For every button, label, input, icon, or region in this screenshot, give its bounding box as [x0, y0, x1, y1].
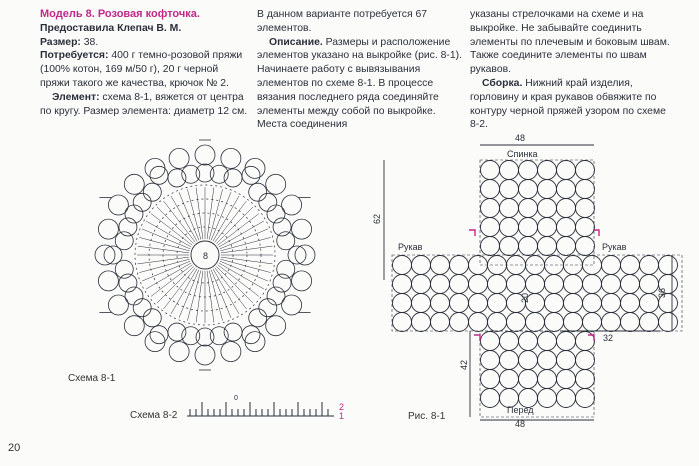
back-motif: [538, 180, 557, 199]
pattern-figure-8-1: [370, 130, 690, 430]
dim-sleeve-height: 36: [657, 287, 667, 298]
sleeve-body-motif: [526, 313, 545, 332]
scheme-8-2-caption: Схема 8-2: [130, 410, 178, 421]
motif-petal: [143, 309, 161, 327]
motif-stitch: [171, 269, 197, 314]
sleeve-body-motif: [583, 275, 602, 294]
motif-outer-petal: [195, 145, 215, 165]
motif-outer-petal: [221, 342, 241, 362]
motif-stitch: [196, 271, 203, 323]
scheme-8-2-row-1: 1: [339, 411, 345, 421]
sleeve-body-motif: [431, 256, 450, 275]
motif-petal: [249, 309, 267, 327]
sleeve-body-motif: [659, 256, 678, 275]
sleeve-body-motif: [526, 275, 545, 294]
back-motif: [557, 218, 576, 237]
front-motif: [538, 370, 557, 389]
motif-petal: [196, 164, 214, 182]
motif-stitch: [209, 270, 222, 320]
motif-stitch: [157, 266, 194, 303]
back-motif: [557, 199, 576, 218]
dim-sleeve-width: 32: [603, 333, 614, 343]
motif-stitch: [211, 270, 231, 318]
motif-stitch: [151, 265, 192, 297]
motif-stitch: [220, 229, 268, 249]
motif-stitch: [139, 237, 189, 250]
label-back: Спинка: [507, 149, 538, 159]
front-motif: [557, 389, 576, 408]
motif-stitch: [215, 268, 247, 309]
sleeve-body-motif: [431, 313, 450, 332]
motif-stitch: [157, 207, 194, 244]
sleeve-body-motif: [412, 294, 431, 313]
sleeve-body-motif: [431, 275, 450, 294]
back-motif: [500, 199, 519, 218]
motif-outer-petal: [221, 148, 241, 168]
intro-paragraph: В данном варианте потребуется 67 элементов.: [257, 9, 428, 34]
motif-outer-petal: [98, 219, 118, 239]
motif-petal: [259, 193, 277, 211]
motif-outer-petal: [195, 345, 215, 365]
sleeve-body-motif: [450, 256, 469, 275]
front-motif: [500, 351, 519, 370]
motif-outer-petal: [169, 148, 189, 168]
dim-back-height: 62: [372, 213, 382, 224]
sleeve-body-motif: [431, 294, 450, 313]
sleeve-body-motif: [412, 275, 431, 294]
front-motif: [481, 332, 500, 351]
motif-outer-petal: [282, 195, 302, 215]
front-motif: [557, 351, 576, 370]
sleeve-body-motif: [545, 294, 564, 313]
front-motif: [576, 351, 595, 370]
sleeve-body-motif: [469, 256, 488, 275]
motif-stitch: [211, 192, 231, 240]
sleeve-body-motif: [488, 294, 507, 313]
back-motif: [576, 161, 595, 180]
motif-petal: [224, 169, 242, 187]
back-motif: [538, 161, 557, 180]
author-line: Предоставила Клепач В. М.: [40, 22, 182, 34]
motif-stitch: [215, 201, 247, 242]
motif-outer-petal: [295, 245, 315, 265]
back-motif: [576, 218, 595, 237]
sleeve-body-motif: [564, 275, 583, 294]
back-motif: [557, 161, 576, 180]
sleeve-body-motif: [602, 313, 621, 332]
front-motif: [519, 370, 538, 389]
sleeve-body-motif: [621, 275, 640, 294]
label-sleeve-left: Рукав: [398, 242, 423, 252]
back-motif: [500, 180, 519, 199]
motif-center-label: 8: [203, 251, 209, 261]
front-motif: [500, 370, 519, 389]
sleeve-body-motif: [507, 275, 526, 294]
motif-petal: [210, 327, 228, 345]
back-motif: [557, 180, 576, 199]
assembly-paragraph: Сборка. Нижний край изделия, горловину и края рукавов обвяжите по контуру черной пряжей узором по схеме 8-2.: [470, 77, 666, 131]
dim-front-height: 42: [459, 359, 469, 370]
motif-stitch: [218, 214, 259, 246]
sleeve-body-motif: [621, 313, 640, 332]
motif-stitch: [151, 214, 192, 246]
motif-outer-petal: [169, 342, 189, 362]
motif-outer-petal: [145, 158, 165, 178]
motif-stitch: [164, 201, 196, 242]
dim-top: 48: [515, 133, 526, 143]
element-paragraph: Элемент: схема 8-1, вяжется от центра по кругу. Размер элемента: диаметр 12 см.: [40, 91, 248, 117]
sleeve-body-motif: [488, 275, 507, 294]
motif-petal: [182, 165, 200, 183]
size-line: Размер: 38.: [40, 36, 99, 48]
sleeve-body-motif: [602, 294, 621, 313]
back-motif: [519, 180, 538, 199]
sleeve-body-motif: [583, 313, 602, 332]
back-motif: [519, 237, 538, 256]
sleeve-body-motif: [450, 275, 469, 294]
front-motif: [557, 370, 576, 389]
motif-petal: [143, 183, 161, 201]
front-motif: [500, 332, 519, 351]
motif-outer-petal: [292, 219, 312, 239]
motif-outer-petal: [245, 332, 265, 352]
motif-stitch: [196, 188, 203, 240]
sleeve-body-motif: [621, 294, 640, 313]
motif-petal: [210, 165, 228, 183]
sleeve-body-motif: [488, 313, 507, 332]
motif-outer-petal: [98, 271, 118, 291]
motif-petal: [133, 299, 151, 317]
motif-outer-petal: [266, 174, 286, 194]
sleeve-body-motif: [640, 294, 659, 313]
motif-outer-petal: [292, 271, 312, 291]
back-motif: [481, 180, 500, 199]
scheme-8-2-zero: 0: [234, 395, 238, 402]
motif-outer-petal: [124, 316, 144, 336]
motif-stitch: [216, 266, 253, 303]
motif-stitch: [220, 237, 270, 250]
back-motif: [481, 218, 500, 237]
sleeve-body-motif: [469, 275, 488, 294]
front-motif: [538, 389, 557, 408]
motif-outer-petal: [282, 295, 302, 315]
motif-petal: [277, 232, 295, 250]
back-motif: [538, 218, 557, 237]
back-motif: [519, 199, 538, 218]
motif-stitch: [138, 246, 190, 253]
join-arrow: [474, 335, 480, 341]
motif-stitch: [219, 221, 264, 247]
sleeve-body-motif: [412, 313, 431, 332]
front-motif: [576, 389, 595, 408]
sleeve-body-motif: [602, 275, 621, 294]
motif-outer-petal: [95, 245, 115, 265]
back-motif: [519, 218, 538, 237]
sleeve-body-motif: [564, 313, 583, 332]
back-motif: [500, 218, 519, 237]
motif-petal: [249, 183, 267, 201]
back-motif: [576, 180, 595, 199]
motif-stitch: [171, 196, 197, 241]
motif-stitch: [209, 189, 222, 239]
back-motif: [576, 237, 595, 256]
sleeve-body-motif: [545, 313, 564, 332]
description-paragraph: Описание. Размеры и расположение элементов указано на выкройке (рис. 8-1). Начинаете работу с вывязывания элементов по схеме 8-1. В процессе вязания последнего ряда соединяйте элементы между собой по выкройке. Места соединения: [257, 36, 462, 131]
sleeve-body-motif: [450, 294, 469, 313]
sleeve-body-motif: [640, 275, 659, 294]
scheme-8-1-motif: [55, 130, 355, 380]
motif-stitch: [207, 271, 214, 323]
sleeve-body-motif: [621, 256, 640, 275]
sleeve-body-motif: [545, 275, 564, 294]
sleeve-body-motif: [507, 313, 526, 332]
sleeve-body-motif: [564, 294, 583, 313]
dim-neck: 20: [520, 292, 530, 303]
sleeve-body-motif: [412, 256, 431, 275]
motif-outer-petal: [108, 195, 128, 215]
back-motif: [519, 161, 538, 180]
motif-outer-petal: [108, 295, 128, 315]
motif-stitch: [213, 196, 239, 241]
motif-stitch: [142, 229, 190, 249]
sleeve-body-motif: [393, 256, 412, 275]
scheme-8-1-caption: Схема 8-1: [68, 373, 116, 384]
motif-stitch: [164, 268, 196, 309]
motif-stitch: [138, 257, 190, 264]
motif-stitch: [142, 261, 190, 281]
sleeve-body-motif: [393, 275, 412, 294]
back-motif: [538, 199, 557, 218]
scheme-8-2-edging: [182, 392, 352, 422]
back-motif: [576, 199, 595, 218]
model-title: Модель 8. Розовая кофточка.: [40, 8, 200, 20]
front-motif: [519, 332, 538, 351]
motif-petal: [196, 328, 214, 346]
front-motif: [576, 370, 595, 389]
motif-petal: [277, 260, 295, 278]
back-motif: [481, 161, 500, 180]
motif-outer-petal: [266, 316, 286, 336]
sleeve-body-motif: [469, 313, 488, 332]
front-motif: [481, 351, 500, 370]
front-motif: [519, 351, 538, 370]
motif-petal: [133, 193, 151, 211]
label-front: Перед: [507, 405, 534, 415]
motif-petal: [224, 323, 242, 341]
front-motif: [481, 370, 500, 389]
motif-petal: [259, 299, 277, 317]
sleeve-body-motif: [469, 294, 488, 313]
motif-stitch: [179, 270, 199, 318]
front-motif: [481, 389, 500, 408]
text-column-1: [40, 8, 248, 118]
back-motif: [481, 199, 500, 218]
label-sleeve-right: Рукав: [602, 242, 627, 252]
sleeve-body-motif: [393, 294, 412, 313]
motif-outer-petal: [145, 332, 165, 352]
front-motif: [557, 332, 576, 351]
motif-petal: [168, 323, 186, 341]
motif-stitch: [221, 257, 273, 264]
figure-caption: Рис. 8-1: [408, 411, 446, 422]
text-column-2: [257, 8, 462, 132]
front-motif: [538, 332, 557, 351]
dim-bottom: 48: [515, 419, 526, 429]
back-motif: [500, 237, 519, 256]
sleeve-body-motif: [393, 313, 412, 332]
continuation-paragraph: указаны стрелочками на схеме и на выкройке. Не забывайте соединить элементы по плечевым и боковым швам. Также соедините элементы по швам рукавов.: [470, 9, 670, 76]
back-motif: [557, 237, 576, 256]
materials-paragraph: Потребуется: 400 г темно-розовой пряжи (100% котон, 169 м/50 г), 20 г черной пряжи такого же качества, крючок № 2.: [40, 50, 243, 89]
scheme-8-2-row-2: 2: [339, 402, 345, 412]
sleeve-body-motif: [583, 294, 602, 313]
sleeve-body-motif: [640, 256, 659, 275]
motif-stitch: [146, 263, 191, 289]
motif-stitch: [216, 207, 253, 244]
join-arrow: [469, 230, 475, 236]
front-motif: [538, 351, 557, 370]
sleeve-body-motif: [602, 256, 621, 275]
motif-stitch: [218, 265, 259, 297]
motif-stitch: [179, 192, 199, 240]
motif-outer-petal: [245, 158, 265, 178]
motif-petal: [168, 169, 186, 187]
motif-petal: [115, 232, 133, 250]
sleeve-body-motif: [640, 313, 659, 332]
back-motif: [481, 237, 500, 256]
motif-outer-petal: [124, 174, 144, 194]
back-motif: [500, 161, 519, 180]
motif-petal: [182, 327, 200, 345]
motif-stitch: [220, 261, 268, 281]
back-motif: [538, 237, 557, 256]
sleeve-body-motif: [450, 313, 469, 332]
page-number: 20: [8, 442, 21, 454]
text-column-3: [470, 8, 675, 132]
motif-stitch: [146, 221, 191, 247]
sleeve-body-motif: [659, 313, 678, 332]
